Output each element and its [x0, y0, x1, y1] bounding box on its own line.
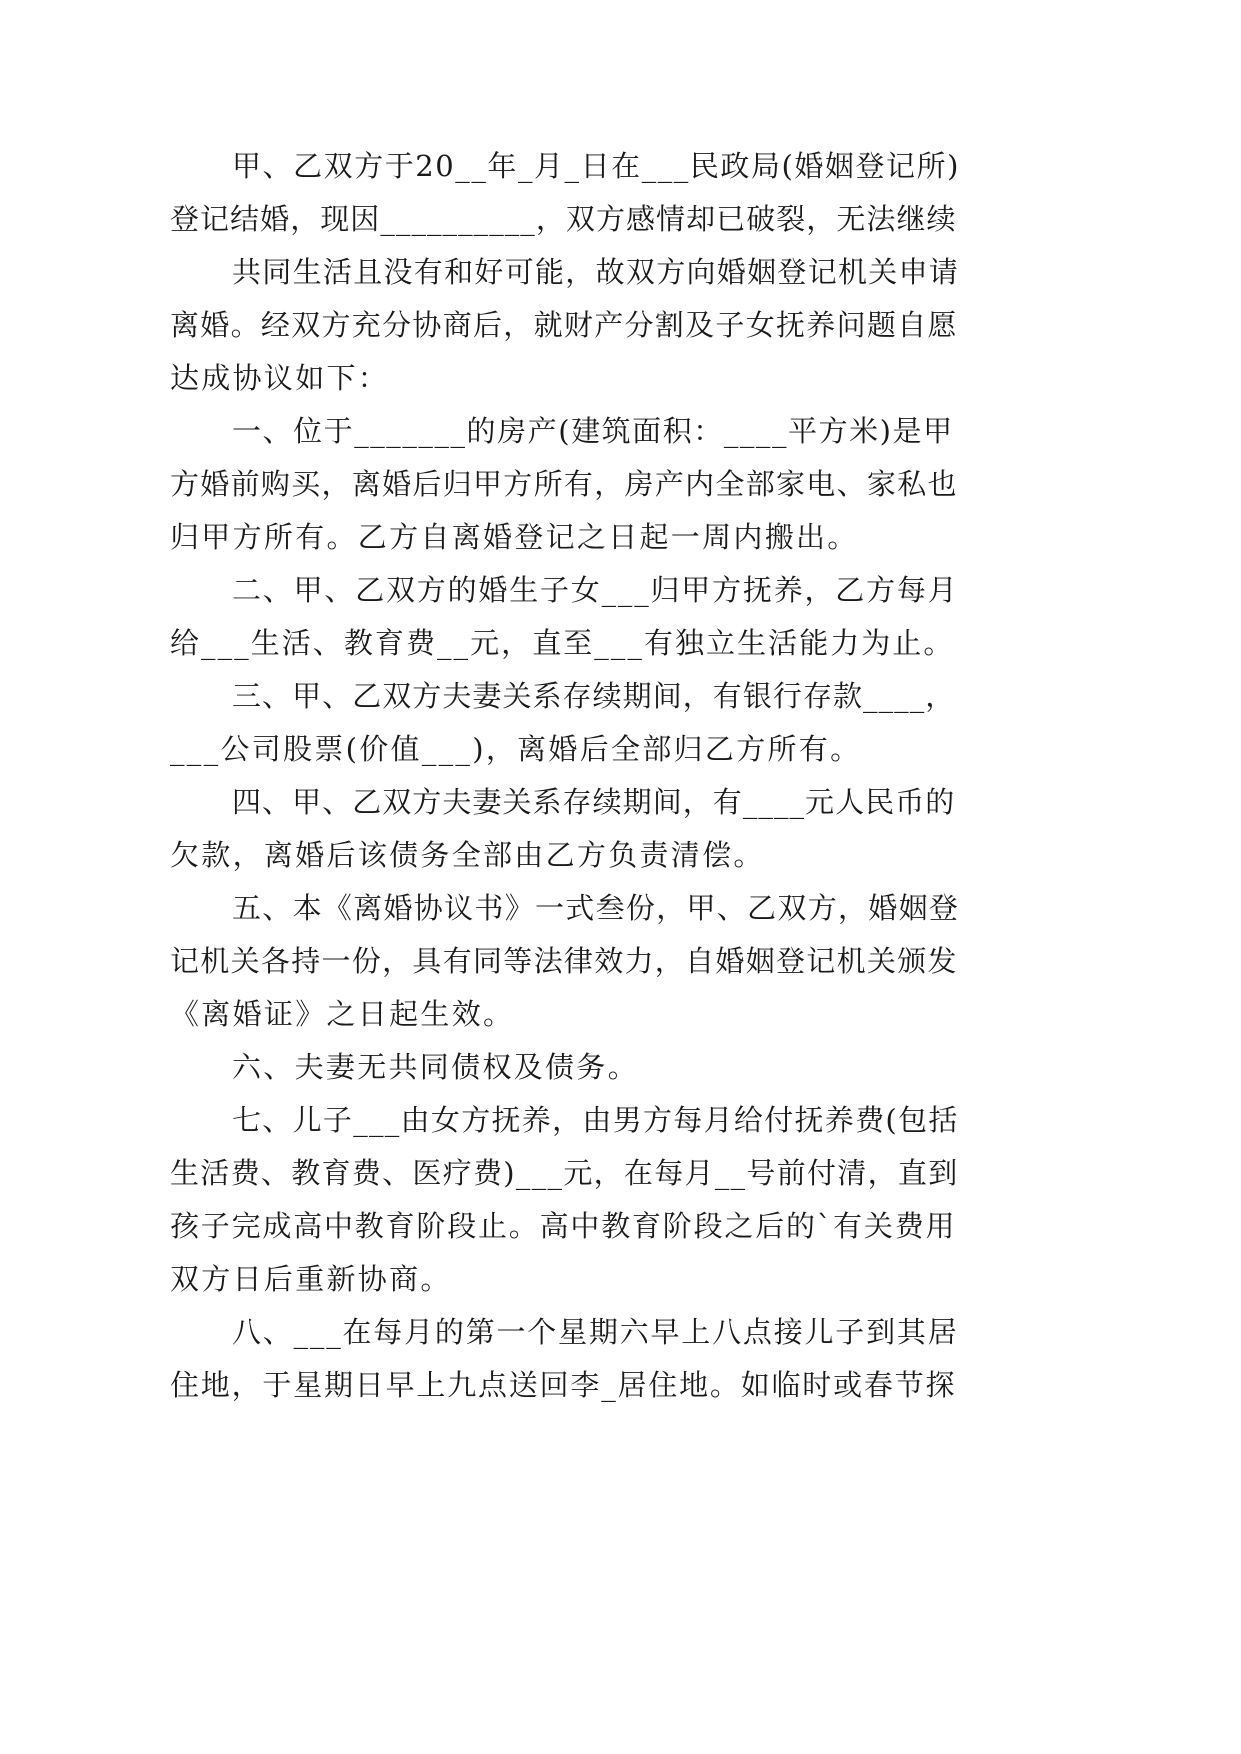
- text-line: 《离婚证》之日起生效。: [170, 997, 515, 1031]
- text-line: 四、甲、乙双方夫妻关系存续期间，有____元人民币的: [232, 785, 956, 819]
- text-line: 孩子完成高中教育阶段止。高中教育阶段之后的`有关费用: [170, 1209, 957, 1243]
- text-line: 给___生活、教育费__元，直至___有独立生活能力为止。: [170, 626, 955, 660]
- text-line: 达成协议如下：: [170, 361, 390, 395]
- text-line: 八、___在每月的第一个星期六早上八点接儿子到其居: [232, 1315, 959, 1349]
- text-line: 甲、乙双方于20__年_月_日在___民政局(婚姻登记所): [232, 149, 960, 183]
- text-line: 住地，于星期日早上九点送回李_居住地。如临时或春节探: [170, 1368, 957, 1402]
- text-line: 欠款，离婚后该债务全部由乙方负责清偿。: [170, 838, 765, 872]
- text-line: 五、本《离婚协议书》一式叁份，甲、乙双方，婚姻登: [232, 891, 960, 925]
- text-line: 共同生活且没有和好可能，故双方向婚姻登记机关申请: [232, 255, 960, 289]
- text-line: 归甲方所有。乙方自离婚登记之日起一周内搬出。: [170, 520, 859, 554]
- text-line: 双方日后重新协商。: [170, 1262, 452, 1296]
- text-line: 三、甲、乙双方夫妻关系存续期间，有银行存款____，: [232, 679, 956, 713]
- text-line: 六、夫妻无共同债权及债务。: [232, 1050, 639, 1084]
- text-line: 一、位于_______的房产(建筑面积：____平方米)是甲: [232, 414, 954, 448]
- text-line: ___公司股票(价值___)，离婚后全部归乙方所有。: [170, 732, 862, 766]
- text-line: 登记结婚，现因__________，双方感情却已破裂，无法继续: [170, 202, 957, 236]
- text-line: 方婚前购买，离婚后归甲方所有，房产内全部家电、家私也: [170, 467, 958, 501]
- text-line: 七、儿子___由女方抚养，由男方每月给付抚养费(包括: [232, 1103, 959, 1137]
- text-line: 记机关各持一份，具有同等法律效力，自婚姻登记机关颁发: [170, 944, 958, 978]
- text-line: 生活费、教育费、医疗费)___元，在每月__号前付清，直到: [170, 1156, 959, 1190]
- text-line: 二、甲、乙双方的婚生子女___归甲方抚养，乙方每月: [232, 573, 959, 607]
- text-line: 离婚。经双方充分协商后，就财产分割及子女抚养问题自愿: [170, 308, 958, 342]
